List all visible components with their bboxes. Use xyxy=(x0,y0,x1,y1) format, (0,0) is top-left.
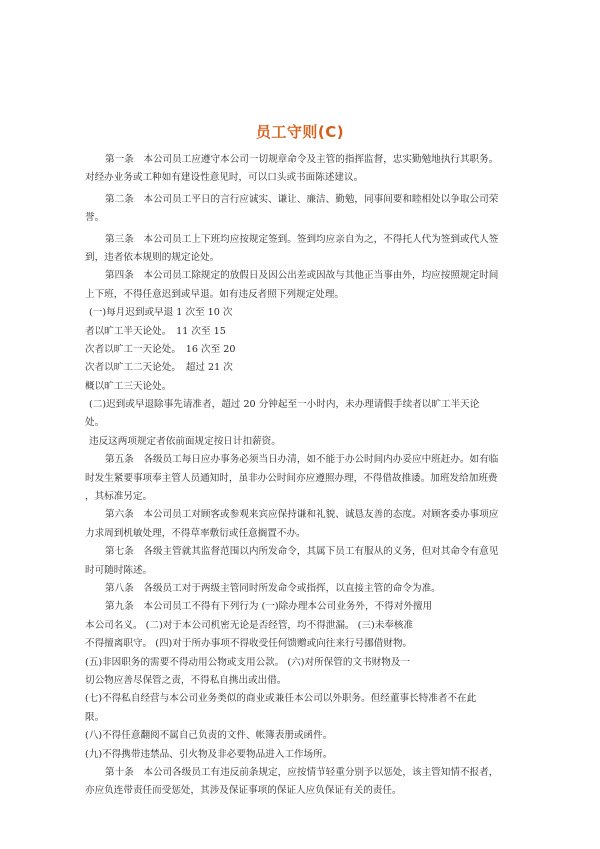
article-4-item-1-line-3: 次者以旷工一天论处。 16 次至 20 xyxy=(85,343,236,355)
article-7-line-2: 时可随时陈述。 xyxy=(85,564,153,576)
article-5-line-2: 时发生紧要事项奉主管人员通知时，虽非办公时间亦应遵照办理，不得借故推诿。加班发给加班费 xyxy=(85,472,498,484)
document-title: 员工守则(C) xyxy=(255,123,345,141)
article-2-line-1: 第二条 本公司员工平日的言行应诚实、谦让、廉洁、勤勉，同事间要和睦相处以争取公司荣 xyxy=(105,193,499,205)
article-9-item-7-line-1: (七)不得私自经营与本公司业务类似的商业或兼任本公司以外职务。但经董事长特准者不在此 xyxy=(85,693,477,705)
article-4-item-1-line-4: 次者以旷工二天论处。 超过 21 次 xyxy=(85,362,233,374)
article-9-item-9: (九)不得携带违禁品、引火物及非必要物品进入工作场所。 xyxy=(85,748,333,760)
article-9-line-3: 不得擅离职守。 (四)对于所办事项不得收受任何馈赠或向往来行号挪借财物。 xyxy=(85,638,413,650)
article-6-line-1: 第六条 本公司员工对顾客或参观来宾应保持谦和礼貌、诚恳友善的态度。对顾客委办事项应 xyxy=(105,509,499,521)
article-9-item-8: (八)不得任意翻阅不属自己负责的文件、帐簿表册或函件。 xyxy=(85,730,333,742)
article-5-line-3: ，其标准另定。 xyxy=(85,491,153,503)
article-2-line-2: 誉。 xyxy=(85,212,105,224)
article-10-line-2: 亦应负连带责任而受惩处，其涉及保证事项的保证人应负保证有关的责任。 xyxy=(85,785,402,797)
article-4-line-2: 上下班，不得任意迟到或早退。如有违反者照下列规定处理。 xyxy=(85,288,345,300)
article-1-line-2: 对经办业务或工种如有建设性意见时，可以口头或书面陈述建议。 xyxy=(85,172,364,184)
article-5-line-1: 第五条 各级员工每日应办事务必须当日办清，如不能于办公时间内办妥应中班赶办。如有临 xyxy=(105,454,499,466)
article-4-item-1-line-2: 者以旷工半天论处。 11 次至 15 xyxy=(85,325,226,337)
article-4-item-2-line-2: 处。 xyxy=(85,417,105,429)
article-4-item-1-line-1: (一)每月迟到或早退 1 次至 10 次 xyxy=(89,307,233,319)
article-10-line-1: 第十条 本公司各级员工有违反前条规定，应按情节轻重分别予以惩处，该主管知情不报者， xyxy=(105,766,499,778)
article-6-line-2: 力求周到机敏处理，不得草率敷衍或任意搁置不办。 xyxy=(85,527,306,539)
article-4-item-1-line-5: 概以旷工三天论处。 xyxy=(85,380,172,392)
article-3-line-1: 第三条 本公司员工上下班均应按规定签到。签到均应亲自为之，不得托人代为签到或代人签 xyxy=(105,233,499,245)
article-4-note: 违反这两项规定者依前面规定按日计扣薪资。 xyxy=(89,435,281,447)
article-7-line-1: 第七条 各级主管就其监督范围以内所发命令，其属下员工有服从的义务，但对其命令有意见 xyxy=(105,546,499,558)
article-4-line-1: 第四条 本公司员工除规定的放假日及因公出差或因故与其他正当事由外，均应按照规定时间 xyxy=(105,270,499,282)
article-9-line-4: (五)非因职务的需要不得动用公物或支用公款。 (六)对所保管的文书财物及一 xyxy=(85,656,411,668)
article-1-line-1: 第一条 本公司员工应遵守本公司一切规章命令及主管的指挥监督，忠实勤勉地执行其职务。 xyxy=(105,154,499,165)
article-9-line-1: 第九条 本公司员工不得有下列行为 (一)除办理本公司业务外，不得对外擅用 xyxy=(105,601,433,613)
article-3-line-2: 到，违者依本规则的规定论处。 xyxy=(85,251,220,263)
article-9-line-5: 切公物应善尽保管之责，不得私自携出或出借。 xyxy=(85,674,287,686)
article-8-line-1: 第八条 各级员工对于两级主管同时所发命令或指挥，以直接主管的命令为准。 xyxy=(105,582,441,594)
article-4-item-2-line-1: (二)迟到或早退除事先请准者，超过 20 分钟起至一小时内，未办理请假手续者以旷工半天论 xyxy=(89,399,480,411)
article-9-item-7-line-2: 限。 xyxy=(85,711,105,723)
document-body xyxy=(85,151,533,801)
article-9-line-2: 本公司名义。 (二)对于本公司机密无论是否经管，均不得泄漏。 (三)未奉核准 xyxy=(85,619,414,631)
